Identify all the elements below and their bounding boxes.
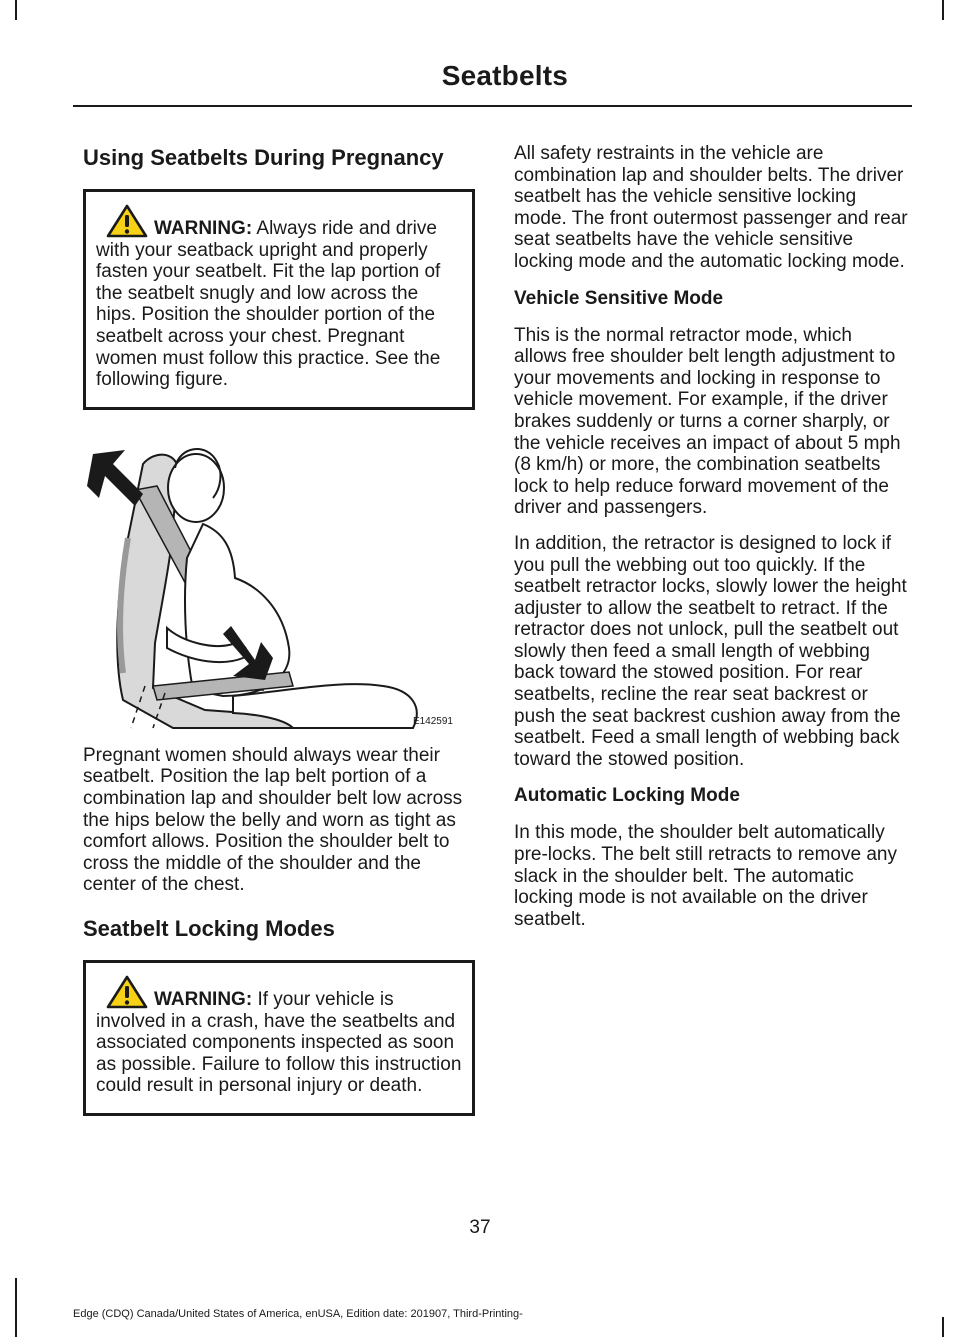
crop-mark-top-right — [942, 0, 944, 20]
paragraph-automatic-1: In this mode, the shoulder belt automatically pre-locks. The belt still retracts to remove any slack in the shoulder belt. The automatic locking mode is not available on the driver seatbelt. — [514, 822, 897, 930]
left-column — [83, 143, 475, 1134]
header-rule — [73, 105, 912, 107]
paragraph-vehicle-sensitive-1: This is the normal retractor mode, which allows free shoulder belt length adjustment to your movements and locking in response to vehicle movement. For example, if the driver brakes suddenly or turns a corner sharply, or the vehicle receives an impact of about 5 mph (8 km/h) or more, the combination seatbelts lock to help reduce forward movement of the driver and passengers. — [514, 324, 901, 519]
warning-label: WARNING: — [154, 988, 253, 1010]
heading-vehicle-sensitive-mode: Vehicle Sensitive Mode — [514, 287, 724, 309]
section-title: Seatbelts — [441, 60, 568, 91]
warning-box-crash — [83, 960, 475, 1116]
crop-mark-bottom-right — [942, 1317, 944, 1337]
footer-edition: Edge (CDQ) Canada/United States of America, enUSA, Edition date: 201907, Third-Printing- — [73, 1308, 523, 1320]
crop-mark-top-left — [15, 0, 17, 20]
page-number: 37 — [469, 1217, 491, 1238]
figure-code: E142591 — [412, 715, 453, 727]
heading-automatic-locking-mode: Automatic Locking Mode — [514, 785, 740, 807]
warning-text: Always ride and drive with your seatback upright and properly fasten your seatbelt. Fit the lap portion of the seatbelt snugly and low across the hips. Position the shoulder portion of the seatbelt across your chest. Pregnant women must follow this practice. See the following figure. — [96, 218, 441, 391]
warning-triangle-icon — [106, 204, 148, 238]
warning-label: WARNING: — [154, 218, 253, 239]
paragraph-intro: All safety restraints in the vehicle are combination lap and shoulder belts. The driver seatbelt has the vehicle sensitive locking mode. The front outermost passenger and rear seat seatbelts have the vehicle sensitive locking mode and the automatic locking mode. — [514, 143, 908, 272]
heading-pregnancy: Using Seatbelts During Pregnancy — [83, 145, 444, 170]
warning-box-pregnancy — [83, 189, 475, 410]
warning-text: If your vehicle is involved in a crash, have the seatbelts and associated components inspected as soon as possible. Failure to follow this instruction could result in personal injury or death. — [96, 988, 462, 1097]
crop-mark-bottom-left — [15, 1278, 17, 1337]
pregnant-seatbelt-illustration — [83, 428, 458, 733]
paragraph-vehicle-sensitive-2: In addition, the retractor is designed to lock if you pull the webbing out too quickly. If the seatbelt retractor locks, slowly lower the height adjuster to allow the seatbelt to retract. If the retractor does not unlock, pull the seatbelt out slowly then feed a small length of webbing back toward the stowed position. For rear seatbelts, recline the rear seat backrest or push the seat backrest cushion away from the seatbelt. Feed a small length of webbing back toward the stowed position. — [514, 532, 907, 770]
paragraph-pregnancy: Pregnant women should always wear their seatbelt. Position the lap belt portion of a combination lap and shoulder belt low across the hips below the belly and worn as tight as comfort allows. Position the shoulder belt to cross the middle of the shoulder and the center of the chest. — [83, 744, 463, 896]
warning-triangle-icon — [106, 975, 148, 1009]
heading-locking-modes: Seatbelt Locking Modes — [83, 915, 335, 941]
right-column — [514, 143, 909, 944]
